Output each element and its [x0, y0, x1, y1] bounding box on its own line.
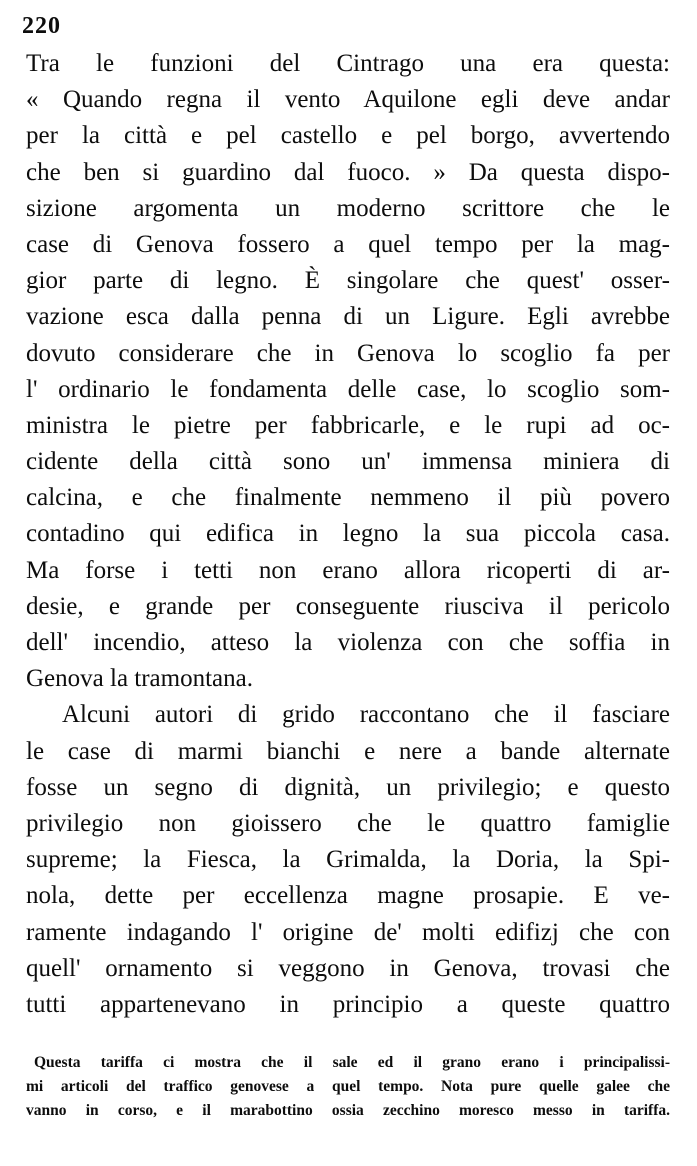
text-line: l' ordinario le fondamenta delle case, lo scoglio som-	[26, 375, 670, 403]
text-line: che ben si guardino dal fuoco. » Da questa dispo-	[26, 158, 670, 186]
text-line: le case di marmi bianchi e nere a bande alternate	[26, 737, 670, 765]
text-line: tutti appartenevano in principio a queste quattro	[26, 990, 670, 1018]
footnote-line: vanno in corso, e il marabottino ossia zecchino moresco messo in tariffa.	[26, 1102, 670, 1119]
text-line: cidente della città sono un' immensa miniera di	[26, 448, 670, 476]
text-line: Tra le funzioni del Cintrago una era questa:	[26, 50, 670, 77]
text-line: gior parte di legno. È singolare che quest' osser-	[26, 267, 670, 295]
text-line: desie, e grande per conseguente riusciva il pericolo	[26, 592, 670, 620]
text-line: vazione esca dalla penna di un Ligure. Egli avrebbe	[26, 303, 670, 331]
text-line: case di Genova fossero a quel tempo per la mag-	[26, 230, 670, 258]
text-line: Genova la tramontana.	[26, 665, 253, 693]
text-line: privilegio non gioissero che le quattro famiglie	[26, 809, 670, 837]
footnote-line: mi articoli del traffico genovese a quel tempo. Nota pure quelle galee che	[26, 1078, 670, 1095]
text-line: calcina, e che finalmente nemmeno il più povero	[26, 484, 670, 512]
footnote-line: Questa tariffa ci mostra che il sale ed il grano erano i principalissi-	[34, 1054, 670, 1071]
text-line: fosse un segno di dignità, un privilegio; e questo	[26, 773, 670, 801]
paragraph-1	[26, 46, 670, 697]
text-line: « Quando regna il vento Aquilone egli deve andar	[26, 86, 670, 114]
text-line: dell' incendio, atteso la violenza con che soffia in	[26, 629, 670, 656]
text-line: contadino qui edifica in legno la sua piccola casa.	[26, 520, 670, 548]
text-line: ministra le pietre per fabbricarle, e le rupi ad oc-	[26, 411, 670, 439]
footnote	[26, 1051, 670, 1123]
text-line: quell' ornamento si veggono in Genova, trovasi che	[26, 954, 670, 982]
text-line: per la città e pel castello e pel borgo, avvertendo	[26, 122, 670, 150]
text-line: supreme; la Fiesca, la Grimalda, la Doria, la Spi-	[26, 846, 670, 874]
text-line: Ma forse i tetti non erano allora ricoperti di ar-	[26, 556, 670, 584]
paragraph-2	[26, 697, 670, 1023]
page-number: 220	[22, 13, 61, 39]
text-line: sizione argomenta un moderno scrittore che le	[26, 194, 670, 222]
body-text	[26, 46, 670, 1023]
text-line: Alcuni autori di grido raccontano che il fasciare	[62, 701, 670, 729]
text-line: ramente indagando l' origine de' molti edifizj che con	[26, 918, 670, 946]
text-line: dovuto considerare che in Genova lo scoglio fa per	[26, 339, 670, 367]
text-line: nola, dette per eccellenza magne prosapie. E ve-	[26, 882, 670, 910]
